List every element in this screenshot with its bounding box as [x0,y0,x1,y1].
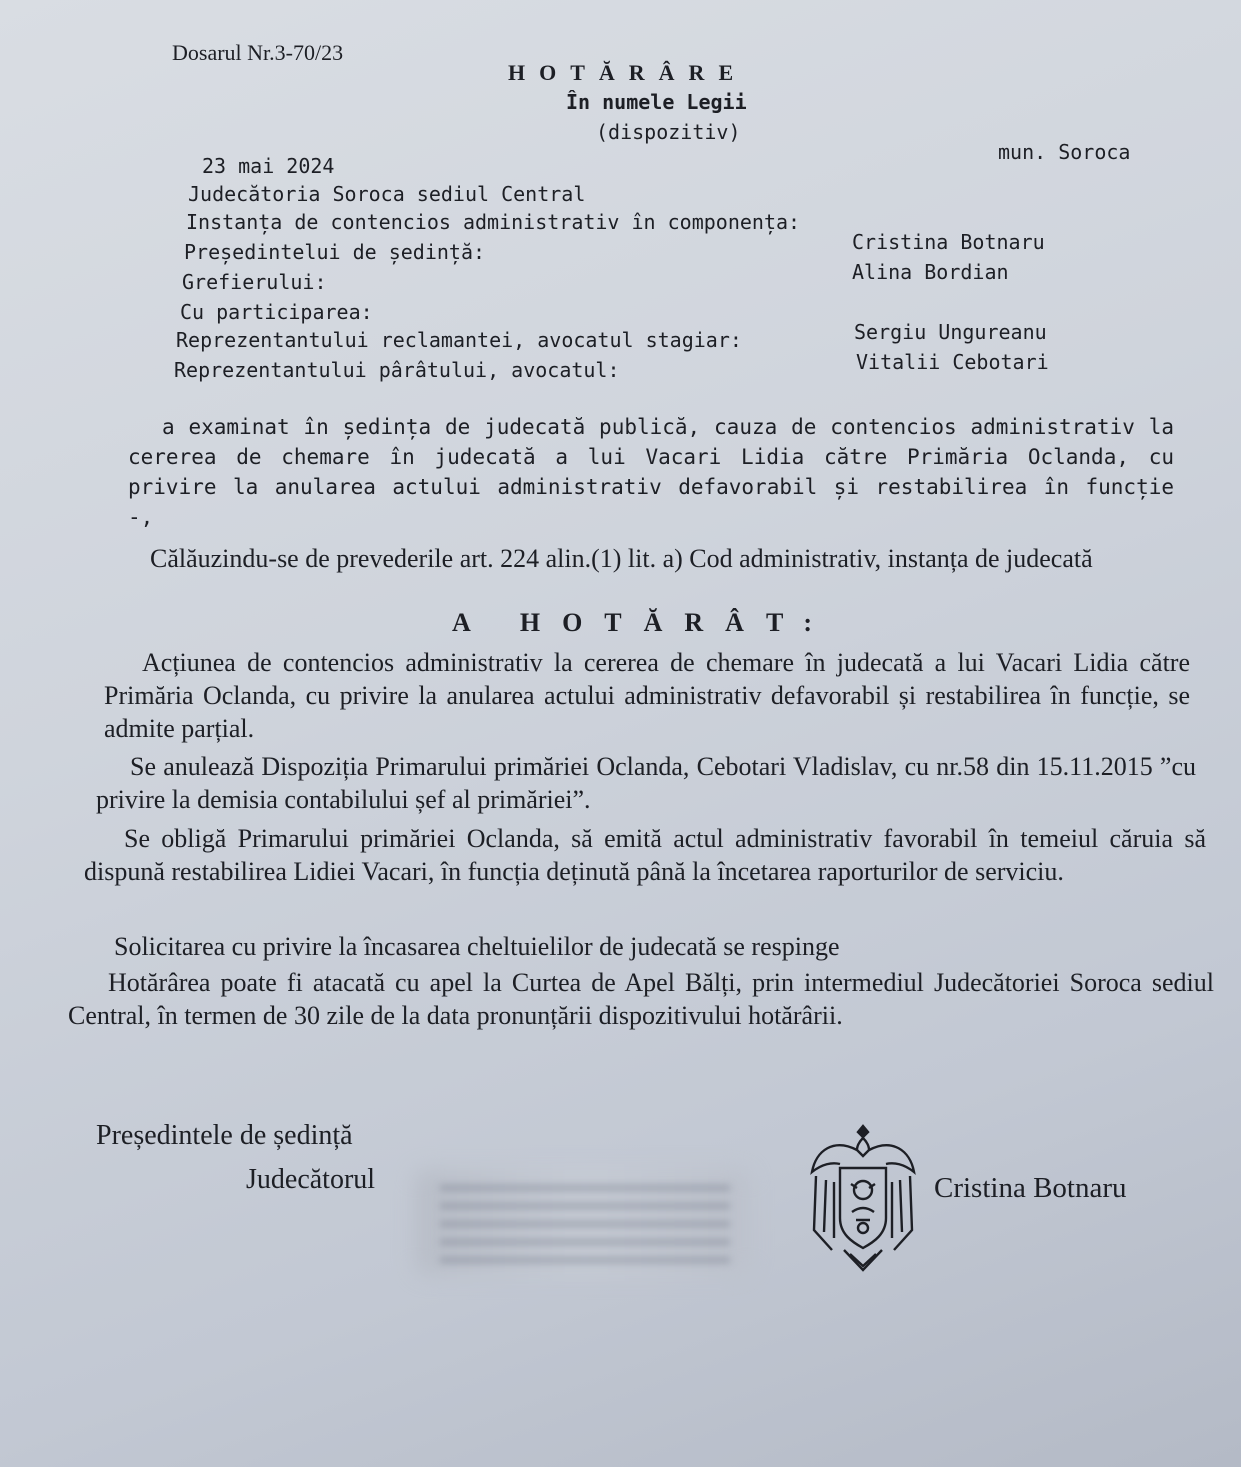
president-name: Cristina Botnaru [852,230,1045,254]
decided-title: A HOTĂRÂT: [452,608,835,637]
guided-paragraph: Călăuzindu-se de prevederile art. 224 alin.(1) lit. a) Cod administrativ, instanța de judecată [150,544,1093,573]
plaintiff-rep-label: Reprezentantului reclamantei, avocatul stagiar: [176,328,742,352]
signature-title: Judecătorul [246,1164,376,1195]
defendant-rep-name: Vitalii Cebotari [856,350,1049,374]
examined-paragraph: a examinat în ședința de judecată publică, cauza de contencios administrativ la cererea de chemare în judecată a lui Vacari Lidia către Primăria Oclanda, cu privire la anularea actului administrativ defavorabil și restabilirea în funcție -, [128,415,1174,529]
file-number: Dosarul Nr.3-70/23 [172,40,344,65]
signature-name: Cristina Botnaru [934,1172,1127,1204]
decision-paragraph-3: Se obligă Primarului primăriei Oclanda, să emită actul administrativ favorabil în temeiul căruia să dispună restabilirea Lidiei Vacari, în funcția deținută până la încetarea raporturilor de serviciu. [84,824,1206,886]
location: mun. Soroca [998,140,1131,164]
decision-paragraph-5: Hotărârea poate fi atacată cu apel la Curtea de Apel Bălți, prin intermediul Judecătoriei Soroca sediul Central, în termen de 30 zile de la data pronunțării dispozitivului hotărârii. [68,968,1214,1030]
decision-subtitle: În numele Legii [566,90,747,114]
decision-date: 23 mai 2024 [202,154,335,178]
participation-label: Cu participarea: [180,300,373,324]
decision-paragraph-4: Solicitarea cu privire la încasarea cheltuielilor de judecată se respinge [114,932,840,961]
court-composition: Instanța de contencios administrativ în componența: [186,210,801,234]
decision-type: (dispozitiv) [596,120,741,144]
redacted-signature-lines [440,1185,730,1265]
coat-of-arms-icon [804,1120,922,1275]
signature-role: Președintele de ședință [96,1120,353,1151]
president-label: Președintelui de ședință: [184,240,486,264]
court-name: Judecătoria Soroca sediul Central [188,182,586,206]
decision-title: HOTĂRÂRE [508,60,748,85]
decision-paragraph-2: Se anulează Dispoziția Primarului primăriei Oclanda, Cebotari Vladislav, cu nr.58 din 15.11.2015 ”cu privire la demisia contabilului șef al primăriei”. [96,752,1196,814]
clerk-label: Grefierului: [182,270,327,294]
clerk-name: Alina Bordian [852,260,1009,284]
plaintiff-rep-name: Sergiu Ungureanu [854,320,1047,344]
defendant-rep-label: Reprezentantului pârâtului, avocatul: [174,358,620,382]
decision-paragraph-1: Acțiunea de contencios administrativ la cererea de chemare în judecată a lui Vacari Lidia către Primăria Oclanda, cu privire la anularea actului administrativ defavorabil și restabilirea în funcție, se admite parțial. [104,648,1190,743]
